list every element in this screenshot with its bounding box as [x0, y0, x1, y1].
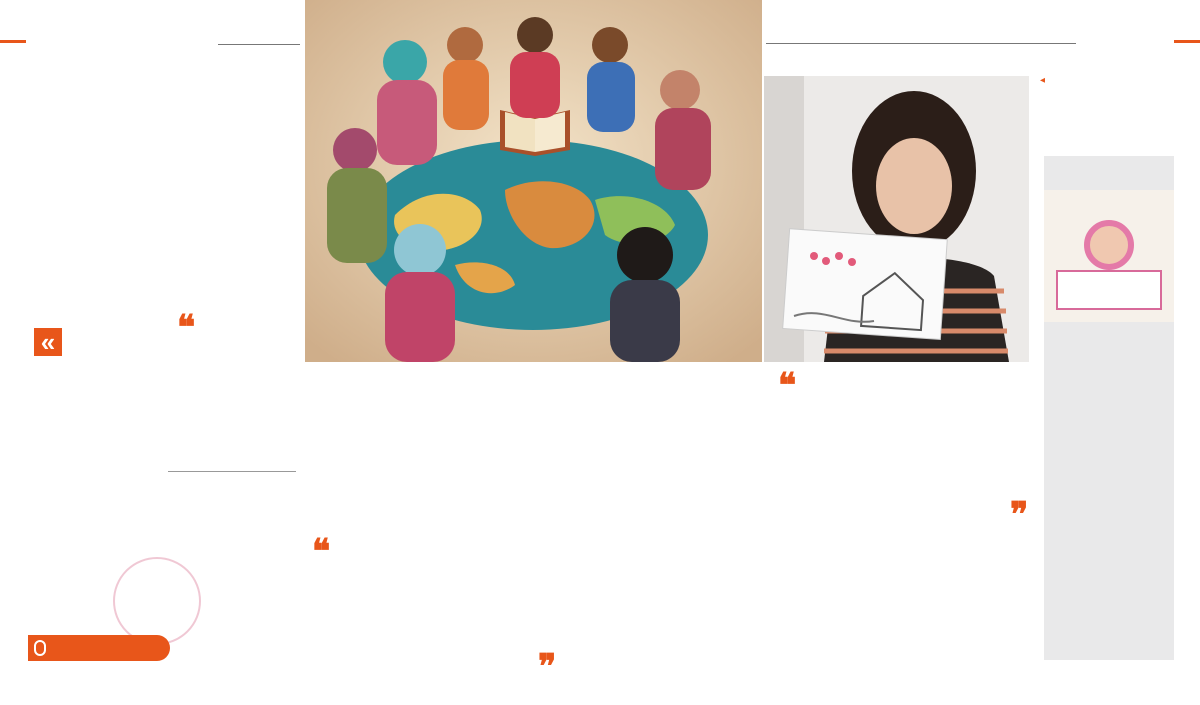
header-accent-bar-left	[0, 40, 26, 43]
photo-adelaide-tilly	[764, 76, 1029, 362]
logo-ptite-ecole-du-fle	[113, 557, 201, 645]
face	[876, 138, 952, 234]
portrait-svg	[764, 76, 1029, 362]
dropcap-quote-icon: «	[34, 328, 62, 356]
header-accent-bar-right	[1174, 40, 1200, 43]
quote1-open-mark: ❝	[177, 309, 196, 347]
quote1-rule	[168, 471, 296, 472]
child-drawing	[783, 229, 948, 340]
illustration-children-globe	[305, 0, 762, 362]
photo-caption: ◀	[1040, 77, 1045, 84]
quote3-close-mark: ❞	[1010, 496, 1029, 534]
header-rule-right	[766, 43, 1076, 44]
cover-title-box	[1056, 270, 1162, 310]
quote2-open-mark: ❝	[312, 533, 331, 571]
child-headphones-figure	[1084, 220, 1134, 270]
quote3-open-mark: ❝	[778, 367, 797, 405]
header-rule-left	[218, 44, 300, 45]
podcast-cover	[1044, 190, 1174, 322]
globe-illustration-svg	[305, 0, 762, 362]
more-info-box[interactable]	[28, 635, 170, 661]
quote2-close-mark: ❞	[538, 648, 557, 686]
mouse-icon	[34, 640, 46, 656]
